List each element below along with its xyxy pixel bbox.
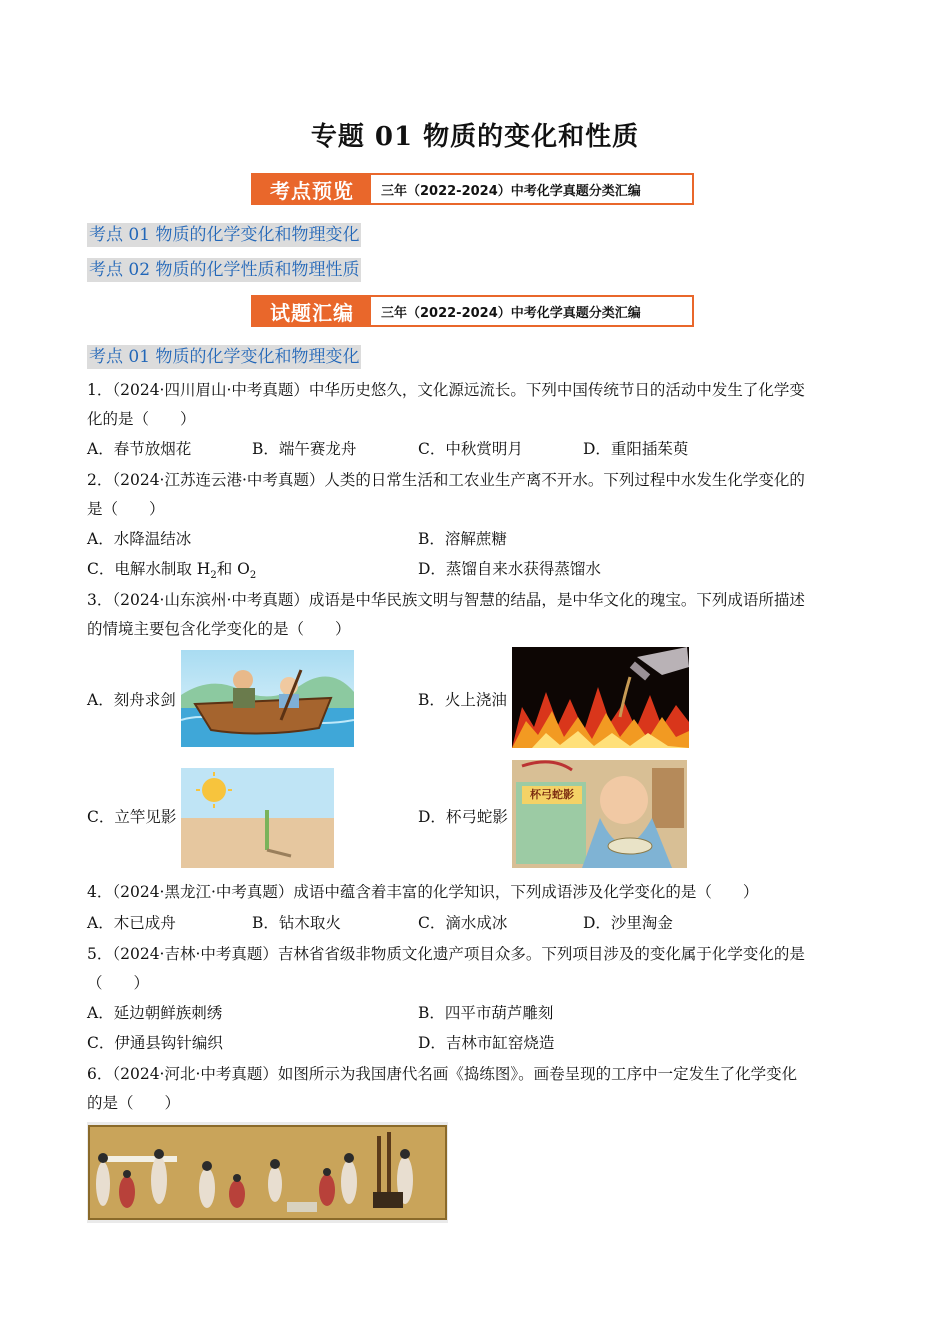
boat-illustration	[181, 650, 354, 747]
exercise-banner-text: 三年（2022-2024）中考化学真题分类汇编	[381, 305, 641, 321]
q3-stem-line2: 的情境主要包含化学变化的是（ ）	[87, 620, 351, 638]
q5-option-b: B．四平市葫芦雕刻	[418, 1004, 554, 1022]
q5-stem-line1: 5．（2024·吉林·中考真题）吉林省省级非物质文化遗产项目众多。下列项目涉及的变化属于化学变化的是	[87, 945, 805, 963]
cup-bow-illustration	[512, 760, 687, 868]
q3-option-d: D．杯弓蛇影	[418, 808, 508, 826]
q2-option-c-sub2: 2	[249, 570, 257, 582]
q1-stem-line1: 1．（2024·四川眉山·中考真题）中华历史悠久，文化源远流长。下列中国传统节日的活动中发生了化学变	[87, 381, 805, 399]
q2-option-c-pre: C．电解水制取 H	[87, 560, 211, 578]
q1-option-b: B．端午赛龙舟	[252, 440, 357, 458]
fire-illustration	[512, 647, 689, 748]
preview-badge: 考点预览	[253, 175, 371, 203]
q3-option-b: B．火上浇油	[418, 691, 507, 709]
q3-stem-line1: 3．（2024·山东滨州·中考真题）成语是中华民族文明与智慧的结晶，是中华文化的瑰宝。下列成语所描述	[87, 591, 805, 609]
q5-option-a: A．延边朝鲜族刺绣	[87, 1004, 223, 1022]
q5-option-c: C．伊通县钩针编织	[87, 1034, 223, 1052]
q2-option-b: B．溶解蔗糖	[418, 530, 507, 548]
q2-option-c-mid: 和 O	[216, 560, 250, 578]
q2-stem-line1: 2．（2024·江苏连云港·中考真题）人类的日常生活和工农业生产离不开水。下列过程中水发生化学变化的	[87, 471, 805, 489]
q4-option-a: A．木已成舟	[87, 914, 176, 932]
cup-bow-caption: 杯弓蛇影	[522, 786, 582, 804]
pole-shadow-illustration	[181, 768, 334, 868]
q4-option-d: D．沙里淘金	[583, 914, 673, 932]
q4-option-c: C．滴水成冰	[418, 914, 508, 932]
preview-banner	[251, 173, 694, 205]
toc-item-1[interactable]: 考点 01 物质的化学变化和物理变化	[89, 225, 360, 245]
q4-stem-line1: 4．（2024·黑龙江·中考真题）成语中蕴含着丰富的化学知识，下列成语涉及化学变化的是（ ）	[87, 883, 759, 901]
q2-option-c	[87, 559, 256, 586]
q2-stem-line2: 是（ ）	[87, 500, 165, 518]
exercise-badge: 试题汇编	[253, 297, 371, 325]
q3-option-a: A．刻舟求剑	[87, 691, 176, 709]
q1-option-c: C．中秋赏明月	[418, 440, 523, 458]
q1-stem-line2: 化的是（ ）	[87, 410, 196, 428]
toc-item-2[interactable]: 考点 02 物质的化学性质和物理性质	[89, 260, 360, 280]
page-title: 专题 01 物质的变化和性质	[310, 122, 640, 152]
daolian-painting	[87, 1122, 448, 1223]
preview-banner-text: 三年（2022-2024）中考化学真题分类汇编	[381, 183, 641, 199]
q6-stem-line1: 6．（2024·河北·中考真题）如图所示为我国唐代名画《捣练图》。画卷呈现的工序中一定发生了化学变化	[87, 1065, 798, 1083]
q3-option-c: C．立竿见影	[87, 808, 177, 826]
q6-stem-line2: 的是（ ）	[87, 1094, 181, 1112]
q5-stem-line2: （ ）	[87, 974, 150, 992]
q2-option-a: A．水降温结冰	[87, 530, 192, 548]
exercise-banner	[251, 295, 694, 327]
q1-option-a: A．春节放烟花	[87, 440, 192, 458]
q4-option-b: B．钻木取火	[252, 914, 341, 932]
q5-option-d: D．吉林市缸窑烧造	[418, 1034, 555, 1052]
q2-option-c-sub1: 2	[210, 570, 217, 582]
section-heading: 考点 01 物质的化学变化和物理变化	[89, 347, 360, 367]
q2-option-d: D．蒸馏自来水获得蒸馏水	[418, 560, 601, 578]
q1-option-d: D．重阳插茱萸	[583, 440, 689, 458]
